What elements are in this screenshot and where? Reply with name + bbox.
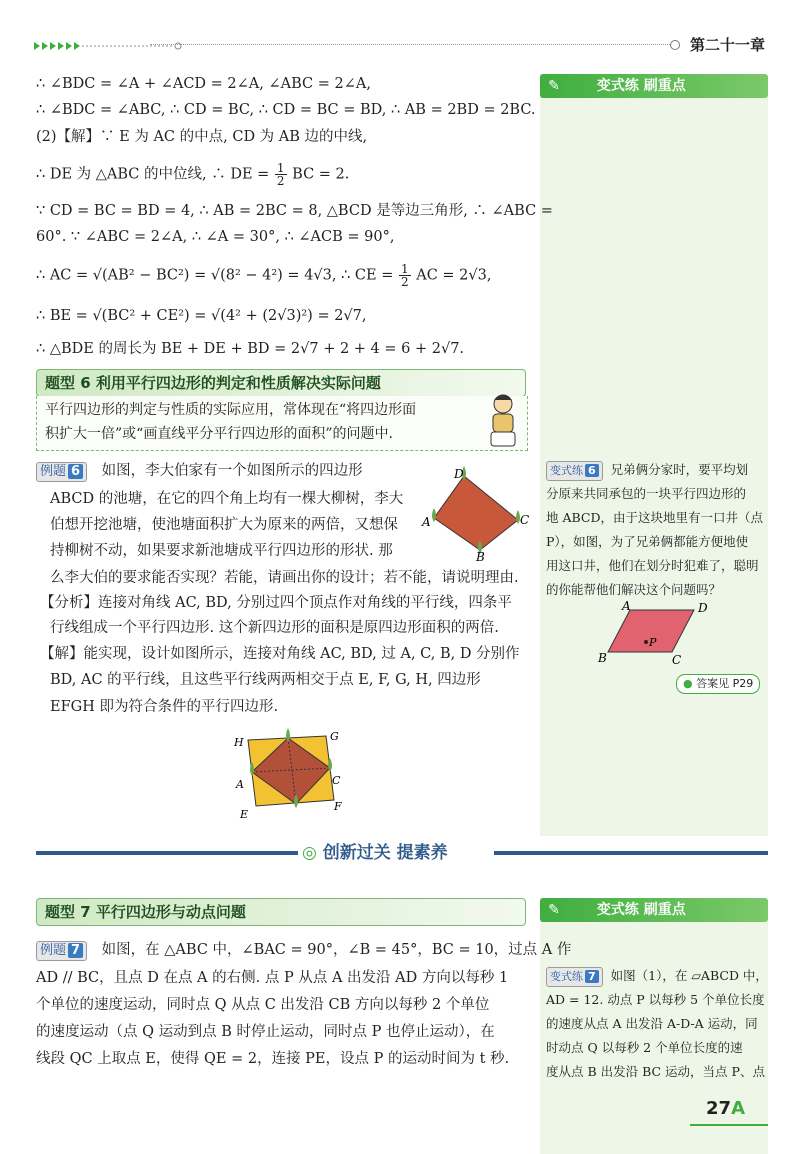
type6-intro-box bbox=[36, 396, 528, 451]
solution-line-6: 60°. ∵ ∠ABC = 2∠A, ∴ ∠A = 30°, ∴ ∠ACB = 90°, bbox=[36, 229, 395, 245]
variant7-line-1: 变式练 7 如图（1），在 ▱ABCD 中， bbox=[546, 964, 768, 987]
fig3-label-p: P bbox=[649, 636, 657, 649]
variant7-line-3: 的速度从点 A 出发沿 A-D-A 运动，同 bbox=[546, 1016, 758, 1031]
field-parallelogram-figure bbox=[594, 600, 724, 666]
solution-line-1: ∴ ∠BDC = ∠A + ∠ACD = 2∠A, ∠ABC = 2∠A, bbox=[36, 76, 371, 92]
thinker-character-icon bbox=[481, 390, 525, 450]
side-panel-top bbox=[540, 76, 768, 836]
example6-solution-1: 【解】能实现，设计如图所示，连接对角线 AC, BD, 过 A, C, B, D 分别作 bbox=[40, 646, 520, 662]
fig3-label-d: D bbox=[698, 601, 708, 615]
fig2-label-g: G bbox=[330, 730, 339, 743]
variant6-line-5: 用这口井，他们在划分时犯难了，聪明 bbox=[546, 558, 759, 573]
fraction-half-2: $\frac{1}{2}$ bbox=[400, 262, 409, 289]
example6-tag: 例题 6 bbox=[36, 462, 87, 482]
spiral-icon: ◎ bbox=[302, 843, 317, 863]
side-panel-header-2: ✎ 变式练 刷重点 bbox=[540, 898, 768, 922]
type6-title-bar: 题型 6 利用平行四边形的判定和性质解决实际问题 bbox=[36, 369, 526, 397]
fig1-label-b: B bbox=[476, 550, 485, 562]
type6-intro-line-1: 平行四边形的判定与性质的实际应用，常体现在“将四边形面 bbox=[45, 402, 417, 418]
fig2-label-f: F bbox=[334, 800, 342, 813]
example6-line-3: 伯想开挖池塘，使池塘面积扩大为原来的两倍，又想保 bbox=[50, 517, 398, 533]
variant6-line-3: 地 ABCD，由于这块地里有一口井（点 bbox=[546, 510, 764, 525]
example7-line-1: 例题 7 如图，在 △ABC 中，∠BAC = 90°，∠B = 45°，BC = 10，过点 A 作 bbox=[36, 940, 571, 961]
variant7-tag: 变式练 7 bbox=[546, 967, 603, 987]
example6-solution-2: BD, AC 的平行线，且这些平行线两两相交于点 E, F, G, H, 四边形 bbox=[50, 672, 481, 688]
fig2-label-a: A bbox=[236, 778, 244, 791]
variant6-line-6: 的你能帮他们解决这个问题吗？ bbox=[546, 582, 722, 597]
example7-line-5: 线段 QC 上取点 E，使得 QE = 2，连接 PE，设点 P 的运动时间为 t 秒. bbox=[36, 1051, 510, 1067]
solution-line-8: ∴ BE = √(BC² + CE²) = √(4² + (2√3)²) = 2√7, bbox=[36, 308, 367, 324]
fig2-label-e: E bbox=[240, 808, 249, 821]
solution-line-9: ∴ △BDE 的周长为 BE + DE + BD = 2√7 + 2 + 4 = 6 + 2√7. bbox=[36, 341, 465, 357]
example7-line-2: AD // BC，且点 D 在点 A 的右侧. 点 P 从点 A 出发沿 AD 方向以每秒 1 bbox=[36, 970, 509, 986]
variant6-tag: 变式练 6 bbox=[546, 461, 603, 481]
arrow-dots-icon bbox=[34, 39, 184, 53]
example6-line-2: ABCD 的池塘，在它的四个角上均有一棵大柳树，李大 bbox=[50, 491, 404, 507]
header-dots bbox=[34, 38, 144, 50]
example6-analysis-2: 行线组成一个平行四边形. 这个新四边形的面积是原四边形面积的两倍. bbox=[50, 620, 499, 636]
variant7-line-2: AD = 12. 动点 P 以每秒 5 个单位长度 bbox=[546, 992, 765, 1007]
solution-line-5: ∵ CD = BC = BD = 4, ∴ AB = 2BC = 8, △BCD 是等边三角形, ∴ ∠ABC = bbox=[36, 203, 553, 219]
example7-line-4: 的速度运动（点 Q 运动到点 B 时停止运动，同时点 P 也停止运动），在 bbox=[36, 1024, 495, 1040]
type6-intro-line-2: 积扩大一倍”或“画直线平分平行四边形的面积”的问题中. bbox=[45, 426, 393, 442]
bulb-icon: ● bbox=[683, 677, 693, 690]
example7-line-3: 个单位的速度运动，同时点 Q 从点 C 出发沿 CB 方向以每秒 2 个单位 bbox=[36, 997, 490, 1013]
example7-tag: 例题 7 bbox=[36, 941, 87, 961]
chapter-title: 第二十一章 bbox=[690, 36, 766, 54]
fraction-half: $\frac{1}{2}$ bbox=[276, 161, 285, 188]
student-icon: ✎ bbox=[548, 78, 560, 94]
example6-line-1: 例题 6 如图，李大伯家有一个如图所示的四边形 bbox=[36, 461, 363, 482]
header-rule-marker bbox=[670, 40, 680, 50]
variant6-line-4: P），如图，为了兄弟俩都能方便地使 bbox=[546, 534, 749, 549]
fig2-label-c: C bbox=[332, 774, 341, 787]
page-number: 27A bbox=[706, 1098, 745, 1119]
pond-quadrilateral-figure bbox=[420, 462, 530, 562]
type7-title-bar: 题型 7 平行四边形与动点问题 bbox=[36, 898, 526, 926]
variant6-line-1: 变式练 6 兄弟俩分家时，要平均划 bbox=[546, 458, 748, 481]
example6-line-5: 么李大伯的要求能否实现？若能，请画出你的设计；若不能，请说明理由. bbox=[50, 570, 519, 586]
solution-line-7: ∴ AC = √(AB² − BC²) = √(8² − 4²) = 4√3, ∴ CE = $\frac{1}{2}$ AC = 2√3, bbox=[36, 262, 492, 289]
fig1-label-a: A bbox=[422, 515, 431, 529]
solution-line-4: ∴ DE 为 △ABC 的中位线, ∴ DE = $\frac{1}{2}$ BC = 2. bbox=[36, 161, 350, 188]
fig3-label-a: A bbox=[622, 600, 631, 613]
fig3-label-b: B bbox=[598, 651, 607, 665]
enlarged-parallelogram-figure bbox=[230, 726, 350, 826]
variant7-line-5: 度从点 B 出发沿 BC 运动，当点 P、点 bbox=[546, 1064, 765, 1079]
logo-a-icon: A bbox=[731, 1098, 745, 1119]
answer-ref-badge[interactable]: ● 答案见 P29 bbox=[676, 674, 760, 694]
section-rule-right bbox=[494, 851, 768, 855]
page-footer-rule bbox=[690, 1124, 768, 1126]
fig3-label-c: C bbox=[672, 653, 682, 666]
solution-line-2: ∴ ∠BDC = ∠ABC, ∴ CD = BC, ∴ CD = BC = BD, ∴ AB = 2BD = 2BC. bbox=[36, 102, 536, 118]
fig2-label-h: H bbox=[234, 736, 244, 749]
student-icon: ✎ bbox=[548, 902, 560, 918]
solution-line-3: (2)【解】∵ E 为 AC 的中点, CD 为 AB 边的中线, bbox=[36, 129, 368, 145]
tree-icon bbox=[432, 508, 436, 522]
fig1-label-c: C bbox=[520, 513, 530, 527]
fig1-label-d: D bbox=[454, 467, 464, 481]
variant7-line-4: 时动点 Q 以每秒 2 个单位长度的速 bbox=[546, 1040, 743, 1055]
section-title: ◎ 创新过关 提素养 bbox=[302, 843, 448, 863]
example6-analysis-1: 【分析】连接对角线 AC, BD, 分别过四个顶点作对角线的平行线，四条平 bbox=[40, 595, 512, 611]
header-rule bbox=[150, 44, 670, 45]
side-panel-header: ✎ 变式练 刷重点 bbox=[540, 74, 768, 98]
variant6-line-2: 分原来共同承包的一块平行四边形的 bbox=[546, 486, 747, 501]
example6-line-4: 持柳树不动，如果要求新池塘成平行四边形的形状. 那 bbox=[50, 543, 393, 559]
example6-solution-3: EFGH 即为符合条件的平行四边形. bbox=[50, 699, 279, 715]
section-rule-left bbox=[36, 851, 298, 855]
